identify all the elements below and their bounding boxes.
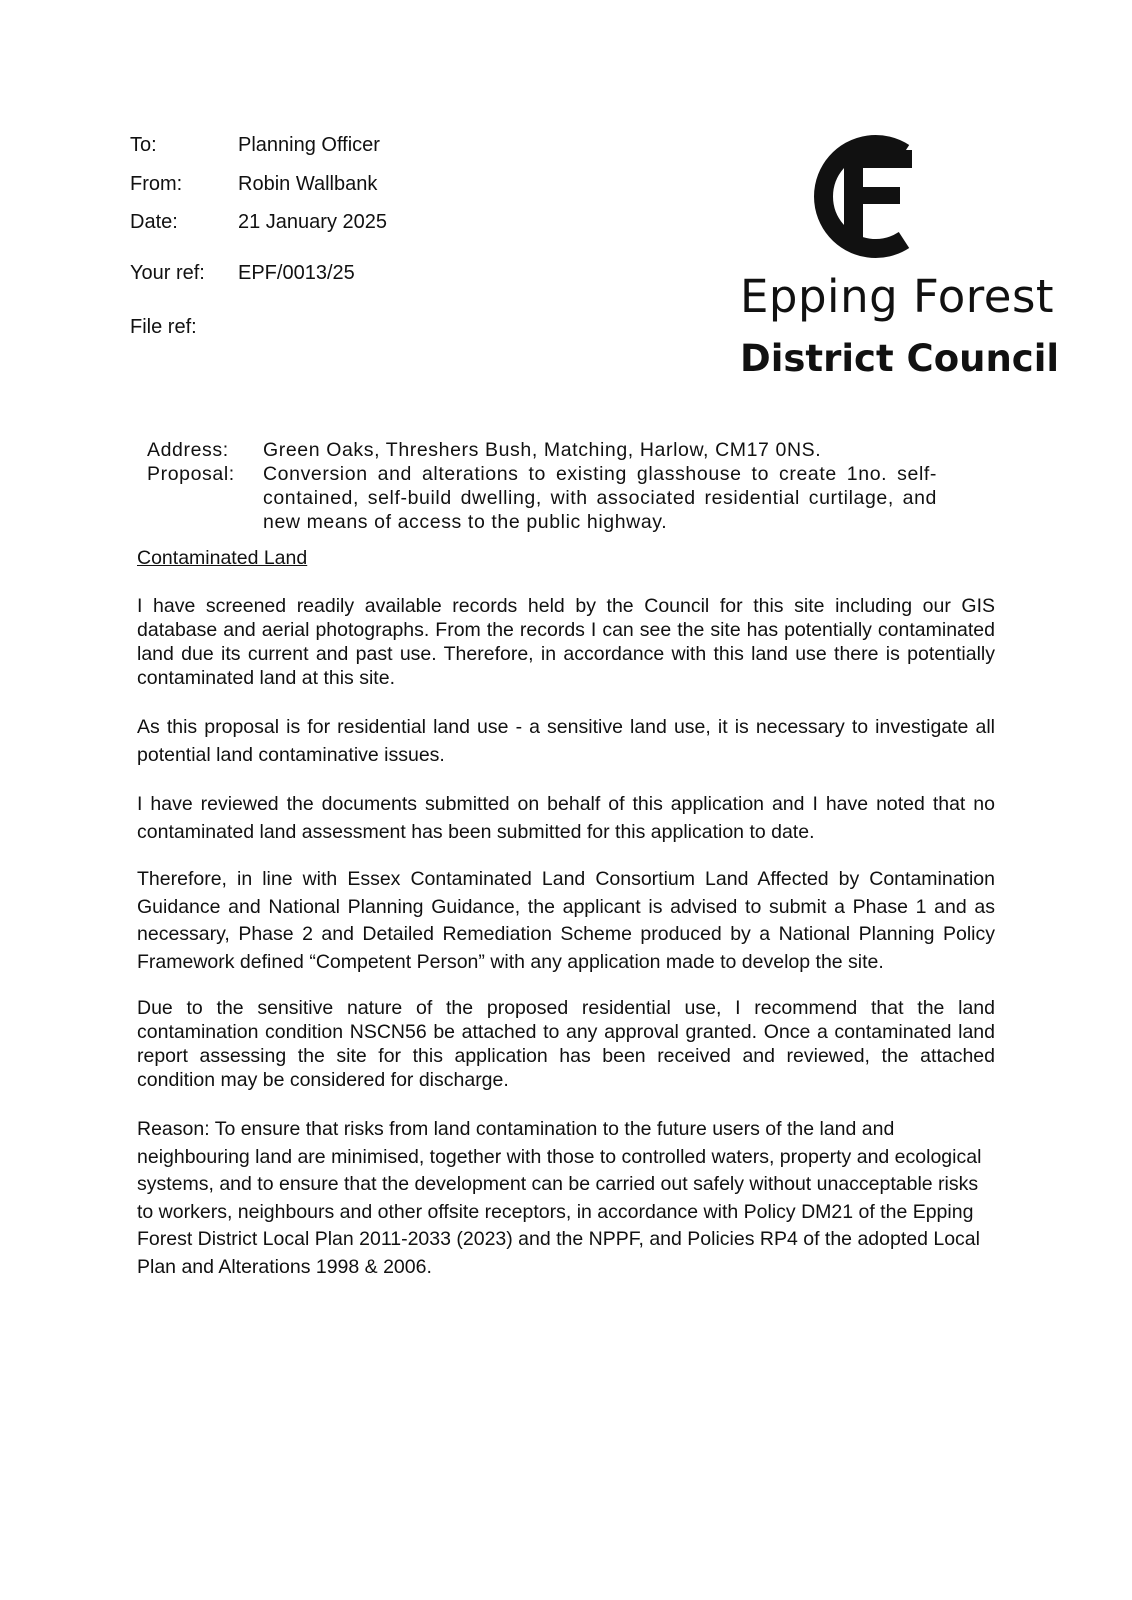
- memo-to-label: To:: [130, 134, 157, 156]
- council-emblem-icon: [800, 130, 930, 262]
- memo-your-ref-value: EPF/0013/25: [238, 262, 355, 284]
- memo-file-ref-row: [130, 316, 238, 339]
- memo-your-ref-row: [130, 262, 355, 285]
- memo-your-ref-label: Your ref:: [130, 262, 205, 284]
- memo-from-label: From:: [130, 173, 183, 195]
- paragraph: Due to the sensitive nature of the proposed residential use, I recommend that the land contamination condition NSCN56 be attached to any approval granted. Once a contaminated land report assessing the site for this application has been received and reviewed, the attached condition may be considered for discharge.: [137, 997, 995, 1091]
- proposal-row: [147, 462, 937, 534]
- memo-from-value: Robin Wallbank: [238, 173, 378, 195]
- memo-to-row: [130, 134, 380, 157]
- address-row: [147, 438, 937, 462]
- application-details: [147, 438, 937, 534]
- proposal-label: Proposal:: [147, 463, 235, 485]
- address-label: Address:: [147, 439, 229, 461]
- memo-date-value: 21 January 2025: [238, 211, 388, 233]
- logo-text-district-council: District Council: [740, 337, 1060, 380]
- memo-date-label: Date:: [130, 211, 178, 233]
- address-value: Green Oaks, Threshers Bush, Matching, Harlow, CM17 0NS.: [263, 439, 822, 461]
- paragraph: As this proposal is for residential land use - a sensitive land use, it is necessary to investigate all potential land contaminative issues.: [137, 716, 995, 766]
- memo-body: [137, 546, 995, 1281]
- paragraph: I have screened readily available records held by the Council for this site including our GIS database and aerial photographs. From the records I can see the site has potentially contaminated land due its current and past use. Therefore, in accordance with this land use there is potentially contaminated land at this site.: [137, 595, 995, 689]
- paragraph: Reason: To ensure that risks from land contamination to the future users of the land and neighbouring land are minimised, together with those to controlled waters, property and ecological systems, and to ensure that the development can be carried out safely without unacceptable risks to workers, neighbours and other offsite receptors, in accordance with Policy DM21 of the Epping Forest District Local Plan 2011-2033 (2023) and the NPPF, and Policies RP4 of the adopted Local Plan and Alterations 1998 & 2006.: [137, 1118, 982, 1278]
- logo-text-epping-forest: Epping Forest: [740, 270, 1055, 323]
- memo-to-value: Planning Officer: [238, 134, 380, 156]
- memo-date-row: [130, 211, 387, 234]
- proposal-value: Conversion and alterations to existing glasshouse to create 1no. self-contained, self-build dwelling, with associated residential curtilage, and new means of access to the public highway.: [263, 463, 937, 533]
- section-heading: Contaminated Land: [137, 547, 308, 569]
- paragraph: I have reviewed the documents submitted on behalf of this application and I have noted that no contaminated land assessment has been submitted for this application to date.: [137, 793, 995, 843]
- paragraph: Therefore, in line with Essex Contaminated Land Consortium Land Affected by Contamination Guidance and National Planning Guidance, the applicant is advised to submit a Phase 1 and as necessary, Phase 2 and Detailed Remediation Scheme produced by a National Planning Policy Framework defined “Competent Person” with any application made to develop the site.: [137, 868, 995, 973]
- memo-from-row: [130, 173, 377, 196]
- memo-file-ref-label: File ref:: [130, 316, 197, 338]
- council-logo: [740, 130, 1060, 390]
